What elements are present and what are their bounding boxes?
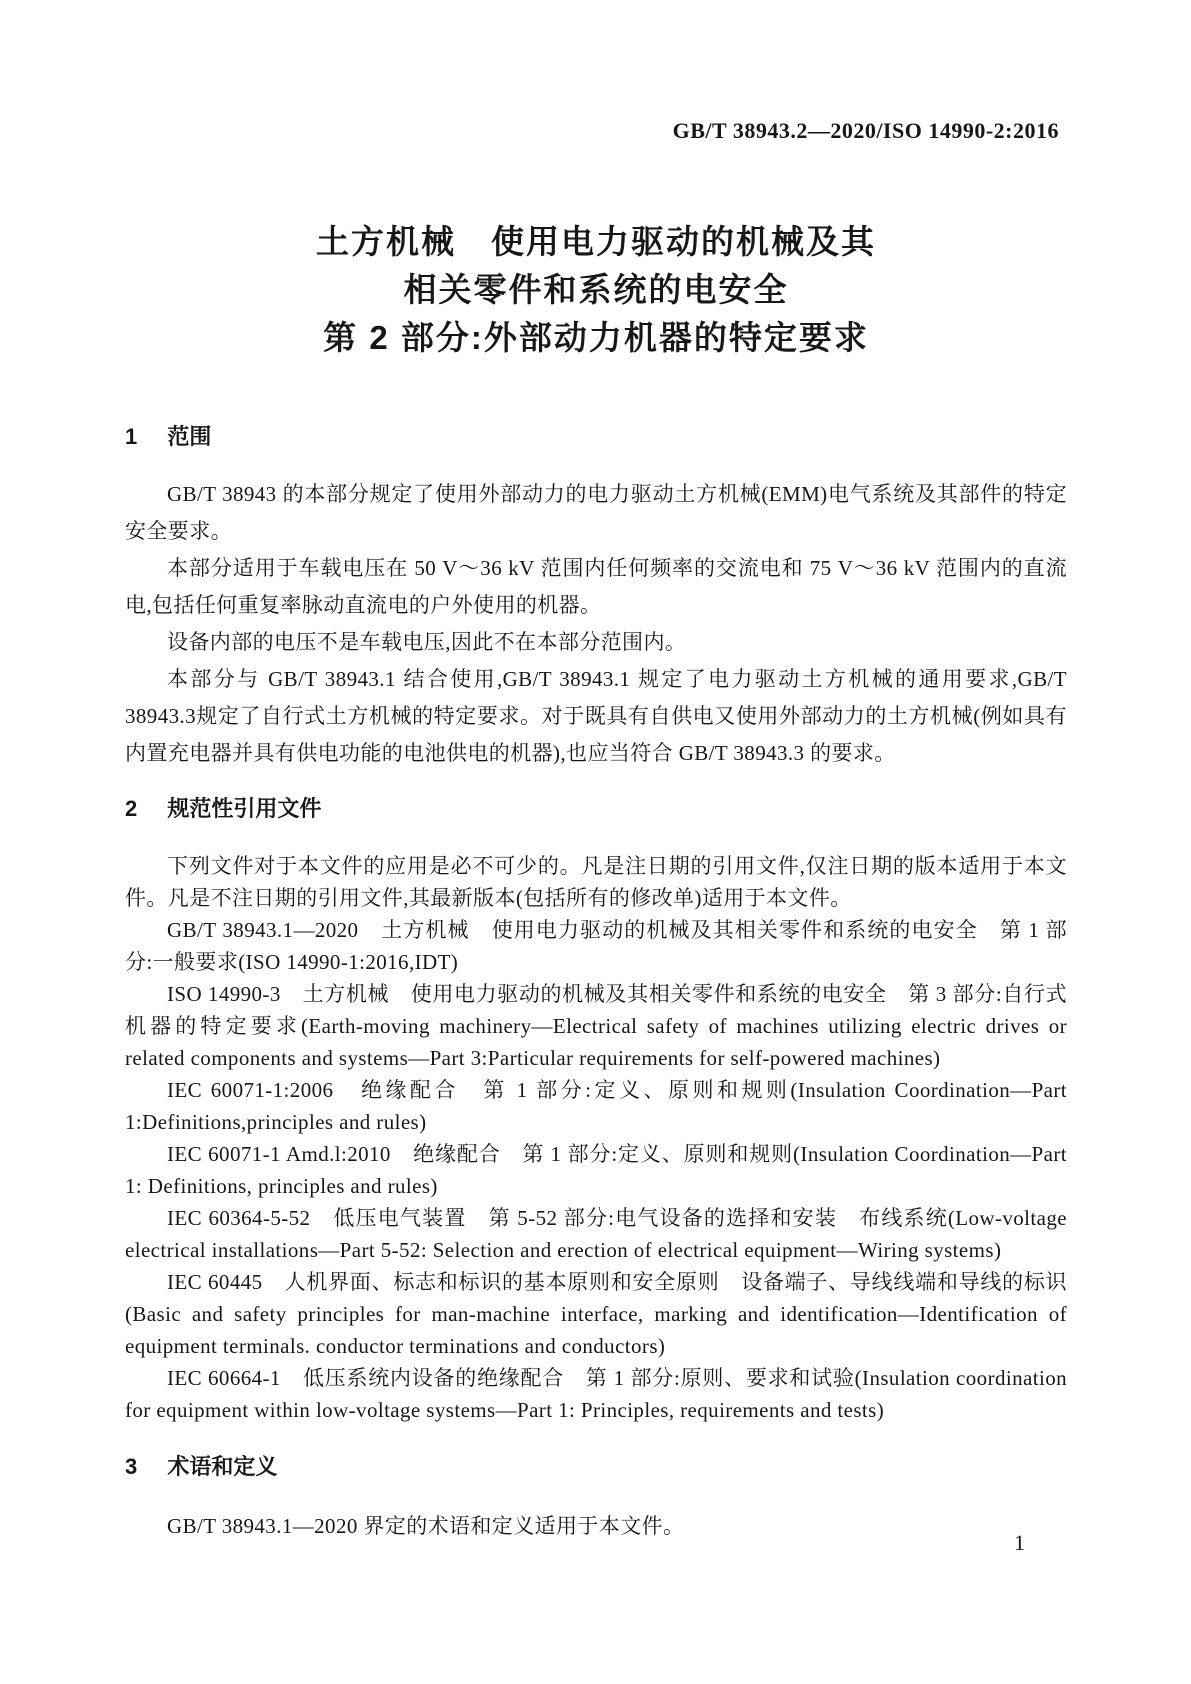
reference-entry: IEC 60071-1 Amd.l:2010 绝缘配合 第 1 部分:定义、原则和规则(Insulation Coordination—Part 1: Definitions, principles and rules) bbox=[125, 1142, 1067, 1198]
page-number: 1 bbox=[1014, 1530, 1025, 1555]
section-title: 规范性引用文件 bbox=[167, 796, 322, 821]
section-references-heading bbox=[125, 794, 1067, 824]
section-title: 术语和定义 bbox=[167, 1454, 278, 1479]
reference-entry: IEC 60364-5-52 低压电气装置 第 5-52 部分:电气设备的选择和安装 布线系统(Low-voltage electrical installations—Part 5-52: Selection and erection of electrical equipment—Wiring systems) bbox=[125, 1206, 1067, 1262]
reference-entry: IEC 60445 人机界面、标志和标识的基本原则和安全原则 设备端子、导线线端和导线的标识(Basic and safety principles for man-machine interface, marking and identification—Identification of equipment terminals. conductor terminations and conductors) bbox=[125, 1270, 1067, 1358]
paragraph: 下列文件对于本文件的应用是必不可少的。凡是注日期的引用文件,仅注日期的版本适用于本文件。凡是不注日期的引用文件,其最新版本(包括所有的修改单)适用于本文件。 bbox=[125, 854, 1067, 910]
paragraph: GB/T 38943 的本部分规定了使用外部动力的电力驱动土方机械(EMM)电气系统及其部件的特定安全要求。 bbox=[125, 482, 1067, 543]
section-title: 范围 bbox=[167, 424, 212, 449]
reference-entry: GB/T 38943.1—2020 土方机械 使用电力驱动的机械及其相关零件和系统的电安全 第 1 部分:一般要求(ISO 14990-1:2016,IDT) bbox=[125, 918, 1067, 974]
reference-entry: IEC 60071-1:2006 绝缘配合 第 1 部分:定义、原则和规则(Insulation Coordination—Part 1:Definitions,principles and rules) bbox=[125, 1078, 1067, 1134]
paragraph: GB/T 38943.1—2020 界定的术语和定义适用于本文件。 bbox=[167, 1514, 685, 1538]
section-scope-heading bbox=[125, 422, 1067, 452]
section-scope bbox=[125, 422, 1067, 772]
paragraph: 本部分适用于车载电压在 50 V～36 kV 范围内任何频率的交流电和 75 V～36 kV 范围内的直流电,包括任何重复率脉动直流电的户外使用的机器。 bbox=[125, 556, 1067, 617]
section-number: 2 bbox=[125, 796, 138, 821]
document-title bbox=[125, 0, 1067, 362]
section-terms-definitions bbox=[125, 1452, 1067, 1545]
reference-entry: IEC 60664-1 低压系统内设备的绝缘配合 第 1 部分:原则、要求和试验(Insulation coordination for equipment within low-voltage systems—Part 1: Principles, requirements and tests) bbox=[125, 1366, 1067, 1422]
title-line-2: 相关零件和系统的电安全 bbox=[403, 271, 789, 308]
standard-code-header: GB/T 38943.2—2020/ISO 14990-2:2016 bbox=[672, 118, 1059, 143]
section-normative-references bbox=[125, 794, 1067, 1426]
paragraph: 本部分与 GB/T 38943.1 结合使用,GB/T 38943.1 规定了电力驱动土方机械的通用要求,GB/T 38943.3规定了自行式土方机械的特定要求。对于既具有自供电又使用外部动力的土方机械(例如具有内置充电器并具有供电功能的电池供电的机器),也应当符合 GB/T 38943.3 的要求。 bbox=[125, 667, 1067, 765]
title-line-1: 土方机械 使用电力驱动的机械及其 bbox=[316, 223, 876, 260]
title-line-3: 第 2 部分:外部动力机器的特定要求 bbox=[323, 319, 869, 356]
reference-entry: ISO 14990-3 土方机械 使用电力驱动的机械及其相关零件和系统的电安全 第 3 部分:自行式机器的特定要求(Earth-moving machinery—Electrical safety of machines utilizing electric drives or related components and systems—Part 3:Particular requirements for self-powered machines) bbox=[125, 982, 1067, 1070]
section-number: 3 bbox=[125, 1454, 138, 1479]
section-terms-heading bbox=[125, 1452, 1067, 1482]
section-number: 1 bbox=[125, 424, 138, 449]
paragraph: 设备内部的电压不是车载电压,因此不在本部分范围内。 bbox=[167, 630, 687, 654]
